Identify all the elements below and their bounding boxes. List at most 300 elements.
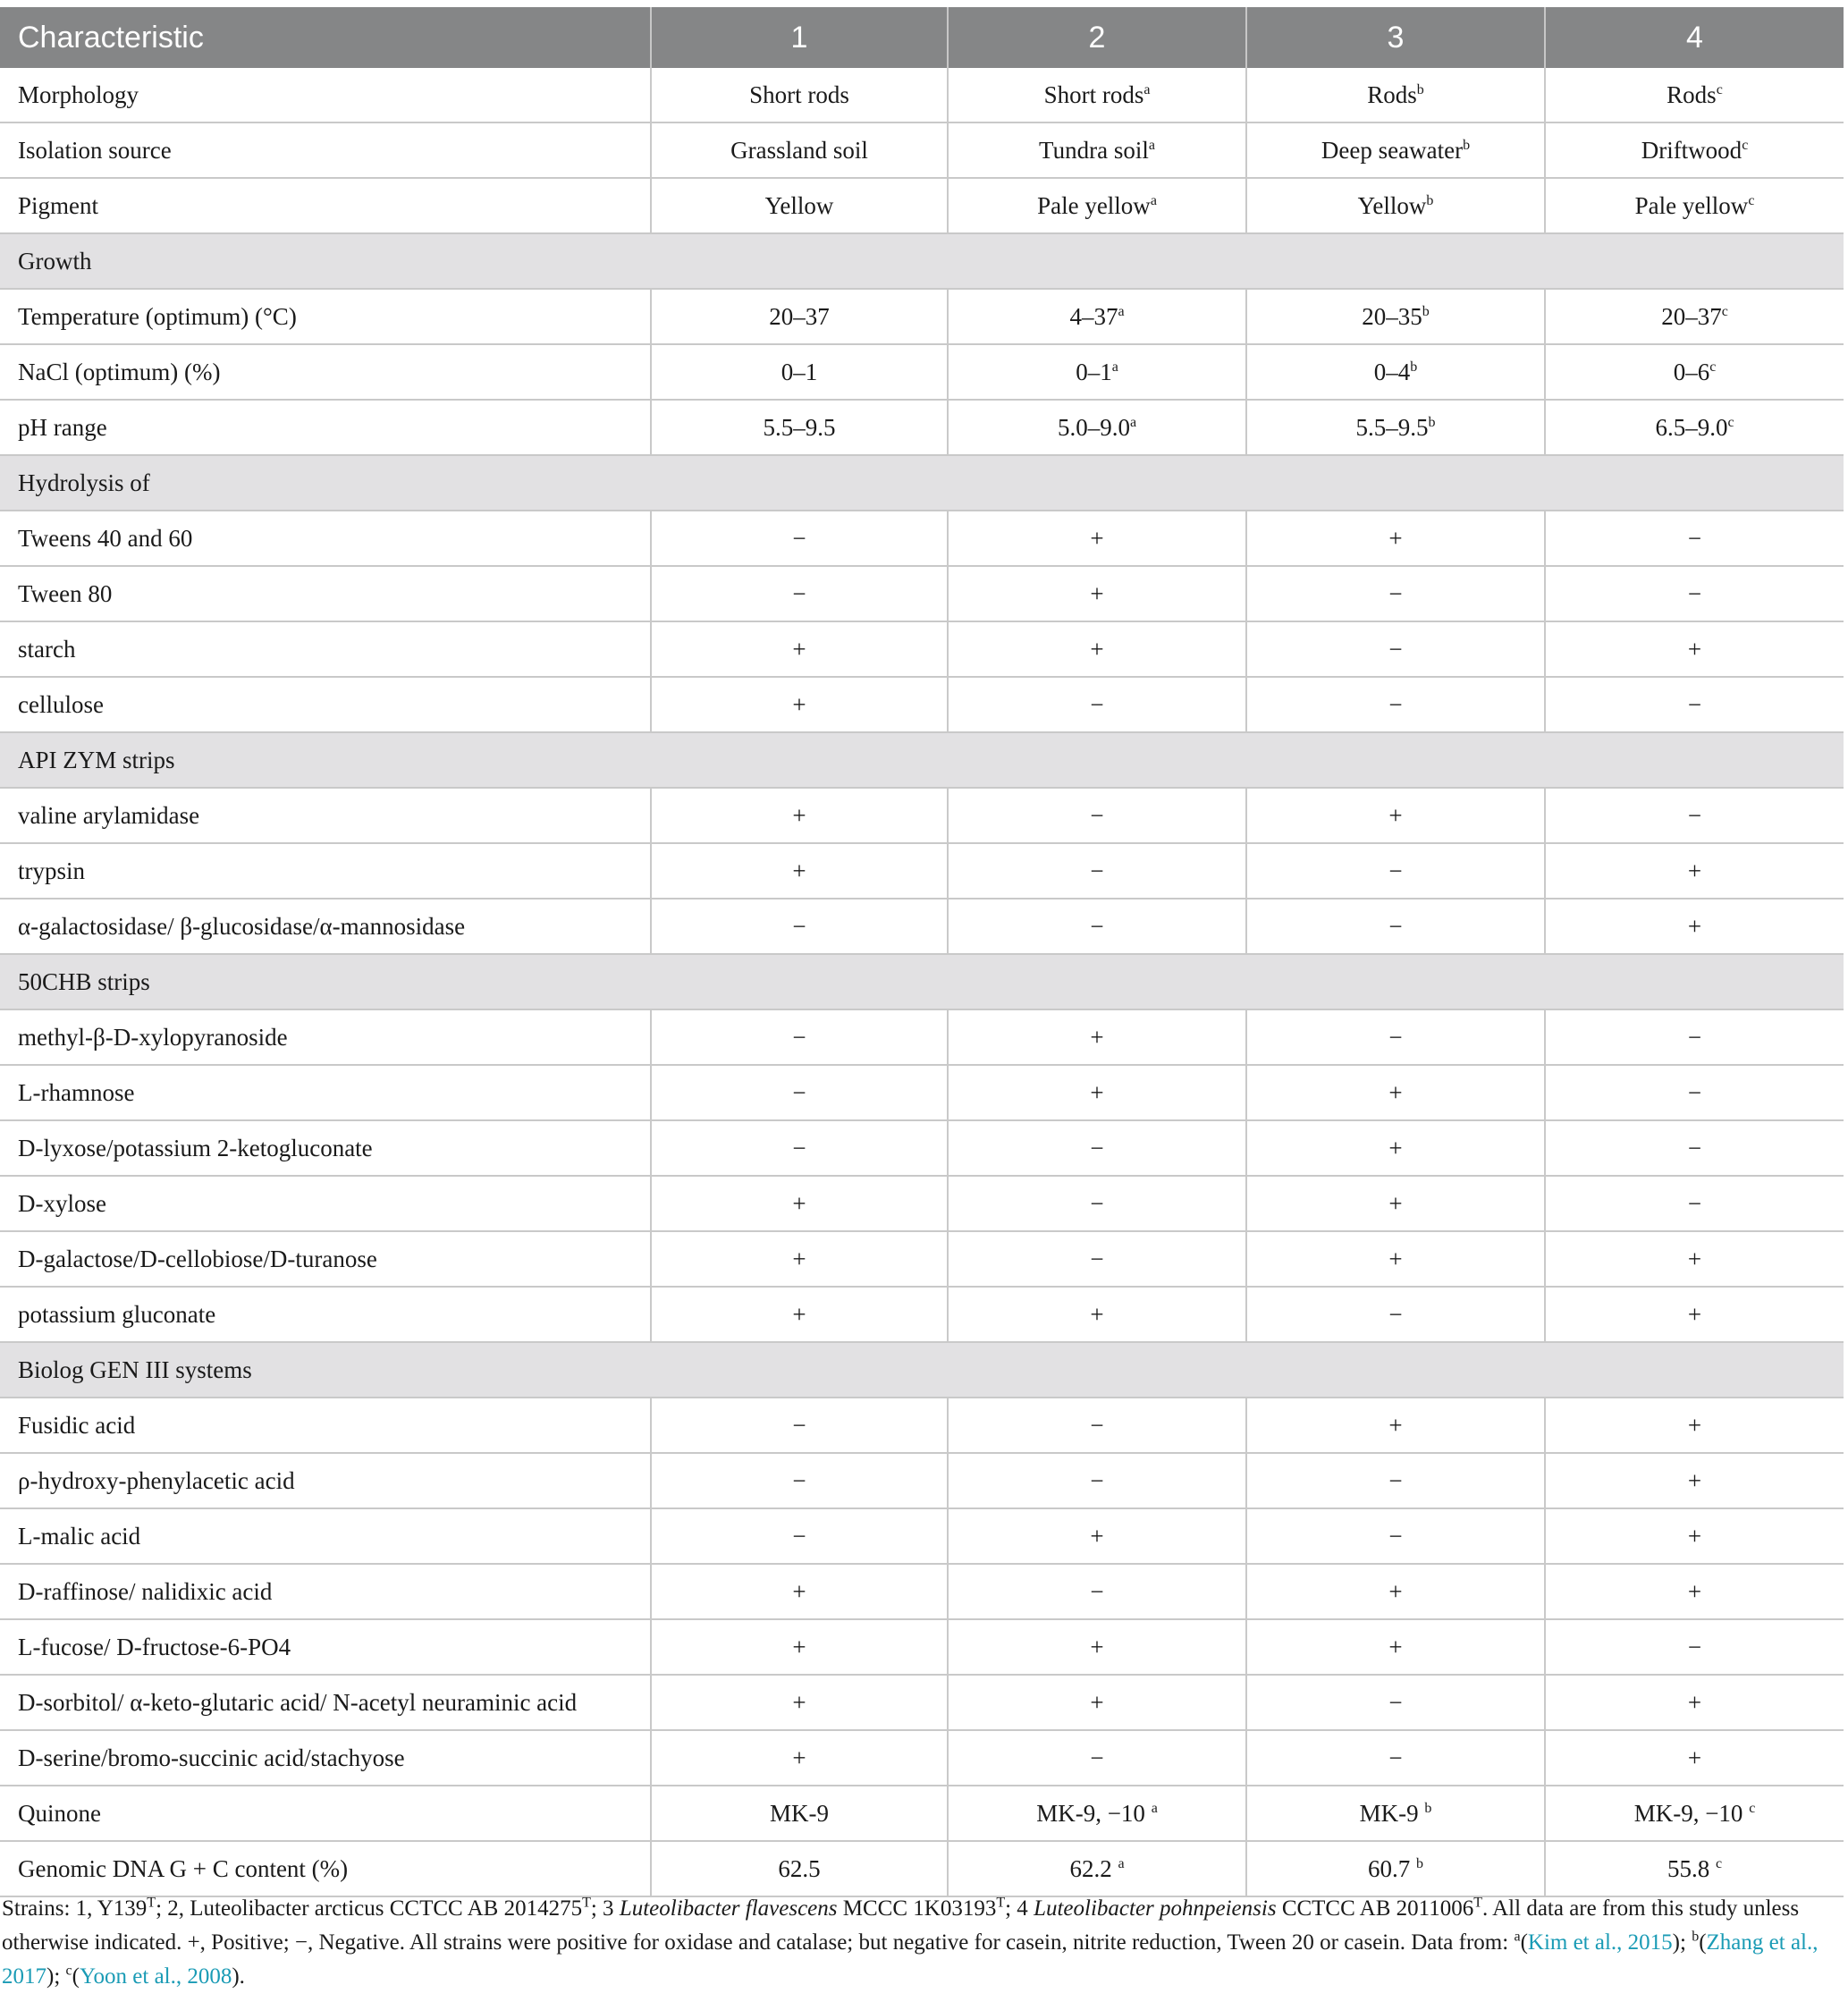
table-cell (1246, 1231, 1545, 1287)
row-label: Temperature (optimum) (°C) (0, 289, 651, 344)
reference-superscript: c (1715, 1855, 1723, 1871)
cell-value: + (1388, 1078, 1403, 1106)
cell-value: − (1687, 1189, 1702, 1217)
table-row (0, 1287, 1844, 1342)
reference-superscript: b (1410, 359, 1418, 375)
table-row (0, 1009, 1844, 1065)
row-label: pH range (0, 400, 651, 455)
table-cell (948, 1120, 1246, 1176)
table-cell (651, 1231, 948, 1287)
reference-superscript: a (1111, 359, 1118, 375)
table-cell (948, 344, 1246, 400)
cell-value: − (1687, 801, 1702, 829)
reference-superscript: b (1422, 303, 1430, 319)
table-body (0, 68, 1844, 1896)
reference-superscript: a (1118, 303, 1125, 319)
table-cell (1545, 1176, 1844, 1231)
cell-value: Rods (1667, 80, 1717, 108)
reference-superscript: b (1463, 137, 1471, 153)
table-cell (948, 677, 1246, 732)
cell-value: + (792, 1577, 806, 1605)
table-row (0, 1619, 1844, 1675)
cell-value: Pale yellow (1634, 191, 1749, 219)
cell-value: + (1687, 1300, 1702, 1328)
row-label: Pigment (0, 178, 651, 233)
cell-value: + (1388, 1134, 1403, 1161)
row-label: D-xylose (0, 1176, 651, 1231)
reference-superscript: c (1742, 137, 1749, 153)
table-cell (1545, 1065, 1844, 1120)
reference-superscript: a (1129, 414, 1137, 430)
table-cell (1545, 68, 1844, 122)
table-cell (948, 621, 1246, 677)
cell-value: Deep seawater (1321, 136, 1464, 164)
table-cell (1545, 677, 1844, 732)
table-row (0, 511, 1844, 566)
footnote-text: . All data are from this study unless otherwise indicated. +, Positive; −, Negative. All strains were positive for oxidase and catalase; but negative for casein, nitrite reduction, Tween 20 or casein. Data from: (2, 1896, 1800, 1955)
section-header-row (0, 233, 1844, 289)
table-cell (1545, 843, 1844, 899)
table-cell (1246, 788, 1545, 843)
cell-value: − (792, 1522, 806, 1550)
cell-value: MK-9 (1359, 1799, 1425, 1827)
section-title: Growth (0, 233, 1844, 289)
cell-value: − (1388, 635, 1403, 663)
footnote-text: ); (1672, 1930, 1692, 1955)
row-label: Tween 80 (0, 566, 651, 621)
table-row (0, 1453, 1844, 1508)
table-cell (1246, 68, 1545, 122)
reference-superscript: a (1148, 137, 1155, 153)
table-cell (1545, 400, 1844, 455)
cell-value: Short rods (749, 80, 849, 108)
cell-value: 20–35 (1362, 302, 1422, 330)
row-label: potassium gluconate (0, 1287, 651, 1342)
cell-value: 62.2 (1069, 1854, 1118, 1882)
table-cell (651, 400, 948, 455)
footnote-text: MCCC 1K03193 (837, 1896, 997, 1921)
cell-value: − (1388, 1522, 1403, 1550)
cell-value: + (792, 801, 806, 829)
cell-value: + (1687, 912, 1702, 940)
table-cell (1246, 843, 1545, 899)
table-row (0, 122, 1844, 178)
table-row (0, 899, 1844, 954)
reference-superscript: a (1150, 192, 1157, 208)
column-header: 3 (1246, 7, 1545, 68)
table-cell (948, 1730, 1246, 1786)
footnote-text: ( (1699, 1930, 1707, 1955)
table-row (0, 1730, 1844, 1786)
table-cell (1246, 1841, 1545, 1896)
table-row (0, 1841, 1844, 1896)
footnote-text: CCTCC AB 2011006 (1276, 1896, 1474, 1921)
table-cell (1545, 899, 1844, 954)
reference-superscript: c (1709, 359, 1717, 375)
cell-value: MK-9, −10 (1633, 1799, 1750, 1827)
cell-value: + (1388, 1411, 1403, 1439)
cell-value: + (792, 690, 806, 718)
table-cell (1246, 122, 1545, 178)
cell-value: − (1687, 1023, 1702, 1051)
table-cell (948, 843, 1246, 899)
cell-value: − (1388, 1744, 1403, 1771)
footnote-text: ; 2, Luteolibacter arcticus CCTCC AB 2014275 (156, 1896, 583, 1921)
cell-value: + (1388, 1189, 1403, 1217)
cell-value: − (1687, 579, 1702, 607)
cell-value: − (792, 1023, 806, 1051)
cell-value: + (792, 1744, 806, 1771)
table-cell (651, 843, 948, 899)
table-cell (948, 511, 1246, 566)
table-cell (948, 1453, 1246, 1508)
reference-link-kim[interactable]: Kim et al., 2015 (1527, 1930, 1673, 1955)
row-label: trypsin (0, 843, 651, 899)
table-cell (948, 1287, 1246, 1342)
table-cell (1545, 1398, 1844, 1453)
cell-value: + (1090, 579, 1104, 607)
table-cell (1246, 511, 1545, 566)
table-cell (651, 511, 948, 566)
table-cell (1545, 1619, 1844, 1675)
table-cell (1246, 1508, 1545, 1564)
cell-value: + (1687, 1466, 1702, 1494)
table-row (0, 400, 1844, 455)
cell-value: + (1687, 635, 1702, 663)
cell-value: Tundra soil (1039, 136, 1149, 164)
cell-value: − (792, 1078, 806, 1106)
table-cell (948, 1176, 1246, 1231)
table-cell (651, 1841, 948, 1896)
cell-value: 62.5 (778, 1854, 821, 1882)
table-cell (948, 899, 1246, 954)
cell-value: − (1388, 579, 1403, 607)
cell-value: − (1687, 1078, 1702, 1106)
table-cell (651, 122, 948, 178)
table-cell (1545, 1287, 1844, 1342)
column-header: 1 (651, 7, 948, 68)
table-row (0, 1786, 1844, 1841)
cell-value: 4–37 (1069, 302, 1118, 330)
column-header: 2 (948, 7, 1246, 68)
cell-value: + (792, 857, 806, 884)
cell-value: 55.8 (1667, 1854, 1716, 1882)
row-label: Morphology (0, 68, 651, 122)
row-label: L-rhamnose (0, 1065, 651, 1120)
cell-value: − (1090, 912, 1104, 940)
table-cell (651, 1176, 948, 1231)
footnote-text: ; 4 (1005, 1896, 1034, 1921)
table-row (0, 344, 1844, 400)
table-cell (1545, 1675, 1844, 1730)
table-cell (651, 1065, 948, 1120)
cell-value: + (1388, 1577, 1403, 1605)
cell-value: − (1090, 1466, 1104, 1494)
row-label: α-galactosidase/ β-glucosidase/α-mannosidase (0, 899, 651, 954)
cell-value: + (1090, 1522, 1104, 1550)
cell-value: − (1687, 690, 1702, 718)
table-row (0, 1398, 1844, 1453)
table-cell (651, 677, 948, 732)
table-cell (948, 122, 1246, 178)
cell-value: − (1687, 1134, 1702, 1161)
table-row (0, 68, 1844, 122)
table-cell (948, 178, 1246, 233)
table-cell (1545, 1231, 1844, 1287)
table-cell (948, 1009, 1246, 1065)
cell-value: Rods (1367, 80, 1417, 108)
cell-value: − (1090, 801, 1104, 829)
table-cell (651, 1675, 948, 1730)
row-label: L-malic acid (0, 1508, 651, 1564)
table-cell (1246, 1176, 1545, 1231)
section-header-row (0, 954, 1844, 1009)
cell-value: 0–1 (1076, 358, 1112, 385)
table-cell (948, 1065, 1246, 1120)
table-cell (1246, 621, 1545, 677)
table-cell (1545, 1508, 1844, 1564)
column-header: Characteristic (0, 7, 651, 68)
cell-value: 20–37 (1661, 302, 1722, 330)
table-cell (1545, 1453, 1844, 1508)
table-cell (948, 400, 1246, 455)
reference-superscript: c (1721, 303, 1728, 319)
table-cell (1545, 621, 1844, 677)
characteristics-table (0, 7, 1844, 1897)
cell-value: Short rods (1043, 80, 1144, 108)
cell-value: − (1687, 524, 1702, 552)
reference-superscript: a (1118, 1855, 1125, 1871)
cell-value: + (1687, 1688, 1702, 1716)
reference-superscript: c (1748, 192, 1755, 208)
table-cell (948, 68, 1246, 122)
cell-value: − (792, 524, 806, 552)
cell-value: − (1090, 1411, 1104, 1439)
row-label: valine arylamidase (0, 788, 651, 843)
table-cell (1246, 1675, 1545, 1730)
cell-value: 0–4 (1373, 358, 1411, 385)
cell-value: − (1090, 1245, 1104, 1272)
reference-link-zhang[interactable]: Zhang et al., 2017 (2, 1930, 1818, 1989)
row-label: starch (0, 621, 651, 677)
cell-value: − (792, 1134, 806, 1161)
table-cell (1545, 178, 1844, 233)
cell-value: − (1090, 857, 1104, 884)
cell-value: + (1687, 1577, 1702, 1605)
table-cell (948, 1508, 1246, 1564)
reference-superscript: c (1716, 81, 1723, 97)
row-label: ρ-hydroxy-phenylacetic acid (0, 1453, 651, 1508)
row-label: Tweens 40 and 60 (0, 511, 651, 566)
cell-value: MK-9, −10 (1036, 1799, 1152, 1827)
cell-value: + (1687, 857, 1702, 884)
reference-superscript: b (1416, 1855, 1423, 1871)
cell-value: + (792, 1300, 806, 1328)
table-cell (651, 1508, 948, 1564)
cell-value: − (1388, 1023, 1403, 1051)
table-row (0, 788, 1844, 843)
table-cell (948, 1786, 1246, 1841)
table-cell (1246, 899, 1545, 954)
table-cell (1246, 1564, 1545, 1619)
cell-value: + (1388, 524, 1403, 552)
row-label: Quinone (0, 1786, 651, 1841)
cell-value: − (1388, 690, 1403, 718)
cell-value: − (1090, 1744, 1104, 1771)
cell-value: + (1687, 1744, 1702, 1771)
table-cell (948, 1841, 1246, 1896)
table-cell (1545, 122, 1844, 178)
table-cell (651, 788, 948, 843)
table-cell (651, 1786, 948, 1841)
table-cell (651, 1619, 948, 1675)
table-cell (1246, 1398, 1545, 1453)
cell-value: − (1388, 1688, 1403, 1716)
cell-value: + (1090, 1633, 1104, 1660)
footnote-sup: T (147, 1895, 156, 1911)
table-cell (1246, 178, 1545, 233)
table-row (0, 1675, 1844, 1730)
cell-value: + (792, 1189, 806, 1217)
table-cell (1246, 1009, 1545, 1065)
cell-value: − (1090, 1189, 1104, 1217)
cell-value: 5.0–9.0 (1057, 413, 1130, 441)
table-cell (1246, 1287, 1545, 1342)
table-cell (651, 1009, 948, 1065)
table-cell (1545, 289, 1844, 344)
table-cell (1246, 400, 1545, 455)
cell-value: − (1388, 1466, 1403, 1494)
table-cell (651, 621, 948, 677)
table-cell (948, 1398, 1246, 1453)
table-row (0, 1065, 1844, 1120)
table-cell (651, 1120, 948, 1176)
row-label: D-galactose/D-cellobiose/D-turanose (0, 1231, 651, 1287)
cell-value: + (792, 1245, 806, 1272)
reference-superscript: a (1151, 1800, 1158, 1816)
table-cell (948, 289, 1246, 344)
footnote-sup: T (996, 1895, 1006, 1911)
cell-value: Pale yellow (1037, 191, 1151, 219)
cell-value: + (792, 1688, 806, 1716)
section-title: 50CHB strips (0, 954, 1844, 1009)
cell-value: + (1388, 1633, 1403, 1660)
cell-value: + (1388, 801, 1403, 829)
cell-value: − (792, 579, 806, 607)
cell-value: − (792, 1466, 806, 1494)
table-cell (651, 1287, 948, 1342)
column-header: 4 (1545, 7, 1844, 68)
cell-value: 20–37 (769, 302, 830, 330)
cell-value: + (1090, 1078, 1104, 1106)
cell-value: Driftwood (1641, 136, 1743, 164)
table-cell (651, 178, 948, 233)
reference-link-yoon[interactable]: Yoon et al., 2008 (79, 1964, 232, 1989)
cell-value: − (1388, 1300, 1403, 1328)
table-cell (1246, 1120, 1545, 1176)
footnote-text: ( (72, 1964, 80, 1989)
table-footnote (2, 1892, 1835, 1994)
cell-value: + (1687, 1522, 1702, 1550)
footnote-sup: c (65, 1963, 72, 1979)
footnote-species: Luteolibacter pohnpeiensis (1034, 1896, 1277, 1921)
row-label: D-serine/bromo-succinic acid/stachyose (0, 1730, 651, 1786)
row-label: methyl-β-D-xylopyranoside (0, 1009, 651, 1065)
section-header-row (0, 732, 1844, 788)
cell-value: − (1090, 1577, 1104, 1605)
cell-value: 6.5–9.0 (1655, 413, 1728, 441)
cell-value: − (1388, 912, 1403, 940)
reference-superscript: b (1428, 414, 1436, 430)
table-row (0, 1508, 1844, 1564)
table-row (0, 289, 1844, 344)
table-cell (948, 566, 1246, 621)
table-cell (1545, 1009, 1844, 1065)
table-row (0, 843, 1844, 899)
table-cell (1545, 1841, 1844, 1896)
cell-value: + (1388, 1245, 1403, 1272)
cell-value: + (792, 635, 806, 663)
table-cell (1545, 1730, 1844, 1786)
cell-value: 0–6 (1673, 358, 1710, 385)
cell-value: 5.5–9.5 (1355, 413, 1429, 441)
row-label: Fusidic acid (0, 1398, 651, 1453)
reference-superscript: c (1727, 414, 1734, 430)
cell-value: + (1090, 1023, 1104, 1051)
table-cell (1246, 1065, 1545, 1120)
footnote-sup: a (1514, 1929, 1521, 1945)
cell-value: + (1687, 1245, 1702, 1272)
table-cell (651, 344, 948, 400)
cell-value: − (1687, 1633, 1702, 1660)
table-cell (1545, 1120, 1844, 1176)
table-row (0, 621, 1844, 677)
section-title: Biolog GEN III systems (0, 1342, 1844, 1398)
section-header-row (0, 455, 1844, 511)
cell-value: + (792, 1633, 806, 1660)
section-title: API ZYM strips (0, 732, 1844, 788)
table-cell (948, 1231, 1246, 1287)
table-cell (1545, 1786, 1844, 1841)
cell-value: + (1090, 1688, 1104, 1716)
reference-superscript: b (1416, 81, 1424, 97)
reference-superscript: b (1424, 1800, 1432, 1816)
table-cell (1246, 1786, 1545, 1841)
footnote-sup: b (1692, 1929, 1700, 1945)
row-label: cellulose (0, 677, 651, 732)
table-cell (948, 788, 1246, 843)
table-cell (1246, 677, 1545, 732)
cell-value: + (1090, 524, 1104, 552)
cell-value: Yellow (1357, 191, 1427, 219)
table-cell (1246, 1453, 1545, 1508)
cell-value: − (792, 912, 806, 940)
reference-superscript: b (1426, 192, 1434, 208)
table-cell (948, 1675, 1246, 1730)
cell-value: 5.5–9.5 (763, 413, 836, 441)
row-label: NaCl (optimum) (%) (0, 344, 651, 400)
table-row (0, 1176, 1844, 1231)
row-label: Genomic DNA G + C content (%) (0, 1841, 651, 1896)
table-header-row (0, 7, 1844, 68)
section-header-row (0, 1342, 1844, 1398)
footnote-sup: T (582, 1895, 591, 1911)
row-label: D-lyxose/potassium 2-ketogluconate (0, 1120, 651, 1176)
row-label: D-sorbitol/ α-keto-glutaric acid/ N-acetyl neuraminic acid (0, 1675, 651, 1730)
reference-superscript: a (1143, 81, 1151, 97)
table-row (0, 566, 1844, 621)
table-cell (651, 1398, 948, 1453)
